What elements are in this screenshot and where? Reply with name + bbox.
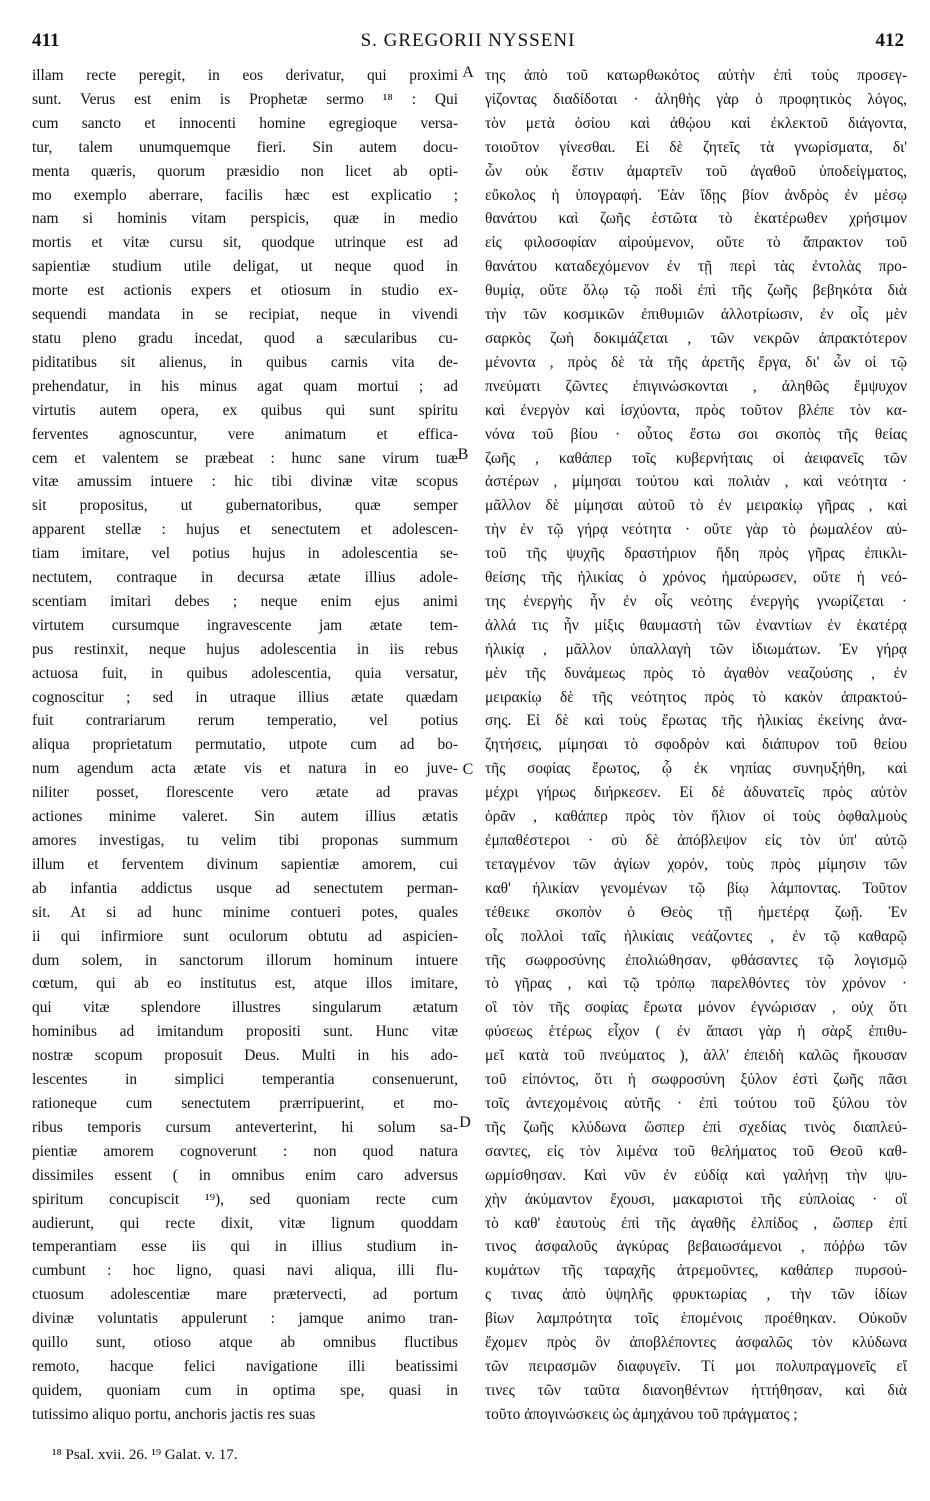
margin-marker-b: B (457, 446, 469, 463)
text-line: χὴν ἀκύμαντον ἔχουσι, μακαριστοὶ τῆς εὐπλοίας · οἳ (485, 1190, 907, 1208)
text-line: ωρμίσθησαν. Καὶ νῦν ἐν εὐδίᾳ καὶ γαλήνῃ τὴν ψυ- (485, 1166, 907, 1184)
text-line: μὲν τῆς δυνάμεως πρὸς τὸ ἀγαθὸν νεαζούσης , ἐν (485, 664, 907, 682)
text-line: apparent stellæ : hujus et senectutem et adolescen- (32, 521, 458, 539)
latin-column (32, 64, 458, 1434)
text-line: πνεύματι ζῶντες ἐπιγινώσκονται , ἀληθῶς ἔμψυχον (485, 377, 907, 395)
text-line: actiones minime valeret. Sin autem illius ætatis (32, 808, 458, 826)
text-line: illum et ferventem divinum sapientiæ amorem, cui (32, 855, 458, 873)
text-line: tur, talem unumquemque fieri. Sin autem docu- (32, 138, 458, 156)
text-line: remoto, hacque felici navigatione illi beatissimi (32, 1357, 458, 1375)
text-line: εὔκολος ἡ ὑπογραφή. Ἐὰν ἴδῃς βίον ἀνδρὸς ἐν μέσῳ (485, 186, 907, 204)
text-line: ὧν οὐκ ἔστιν ἁμαρτεῖν τοῦ ἀγαθοῦ ὑποδείγματος, (485, 162, 907, 180)
text-line: νόνα τοῦ βίου · οὗτος ἔστω σοι σκοπὸς τῆς θείας (485, 425, 907, 443)
text-line: sequendi mandata in se recipiat, neque in vivendi (32, 306, 458, 324)
text-line: τινες τῶν ταῦτα διανοηθέντων ἡττήθησαν, καὶ διὰ (485, 1381, 907, 1399)
text-line: τοιοῦτον γίνεσθαι. Εἰ δὲ ζητεῖς τὰ γνωρίσματα, δι' (485, 138, 907, 156)
text-line: της ἀπὸ τοῦ κατωρθωκότος αὐτὴν ἐπὶ τοὺς προσεγ- (485, 67, 907, 84)
text-line: ἡλικίᾳ , μᾶλλον ὑπαλλαγὴ τῶν ἰδιωμάτων. Ἐν γήρᾳ (485, 640, 907, 658)
text-line: morte est actionis expers et otiosum in studio ex- (32, 282, 458, 300)
text-line: quillo sunt, otioso atque ab omnibus fluctibus (32, 1334, 458, 1352)
margin-marker-d: D (459, 1114, 471, 1131)
text-line: τὸν μετὰ ὁσίου καὶ ἀθῴου καὶ ἐκλεκτοῦ διάγοντα, (485, 114, 907, 132)
text-line: ctuosum adolescentiæ mare prætervecti, ad portum (32, 1286, 458, 1304)
text-line: τοῖς ἀντεχομένοις αὐτῆς · ἐπὶ τούτου τοῦ ξύλου τὸν (485, 1094, 907, 1112)
text-line: φύσεως ἑτέρως εἶχον ( ἐν ἅπασι γὰρ ἡ σὰρξ ἐπιθυ- (485, 1023, 907, 1041)
text-line: dissimiles essent ( in omnibus enim caro adversus (32, 1166, 458, 1184)
text-line: nectutem, contraque in decursa ætate illius adole- (32, 569, 458, 587)
margin-marker-c: C (462, 761, 474, 778)
greek-column (485, 64, 907, 1434)
text-line: ἔχομεν πρὸς ὃν ἀποβλέποντες ἀσφαλῶς τὸν κλύδωνα (485, 1334, 907, 1352)
text-line: num agendum acta ætate vis et natura in eo juve- (32, 760, 458, 778)
text-line: lescentes in simplici temperantia consenuerunt, (32, 1071, 458, 1089)
text-line: ἀστέρων , μίμησαι τούτου καὶ πολιὰν , καὶ νεότητα · (485, 473, 907, 491)
text-line: pus restinxit, neque hujus adolescentia in iis rebus (32, 640, 458, 658)
text-line: mo exemplo aberrare, facilis hæc est explicatio ; (32, 186, 458, 204)
text-line: σαντες, εἰς τὸν λιμένα τοῦ θελήματος τοῦ Θεοῦ καθ- (485, 1142, 907, 1160)
text-line: ς τινας ἀπὸ ὑψηλῆς φρυκτωρίας , τὴν τῶν ἰδίων (485, 1286, 907, 1304)
running-title: S. GREGORII NYSSENI (360, 30, 576, 51)
text-line: statu pleno gradu incedat, quod a sæcularibus cu- (32, 329, 458, 347)
text-line: nam si hominis vitam perspicis, quæ in medio (32, 210, 458, 228)
text-line: τέθεικε σκοπὸν ὁ Θεὸς τῇ ἡμετέρᾳ ζωῇ. Ἐν (485, 903, 907, 921)
text-line: τοῦ εἰπόντος, ὅτι ἡ σωφροσύνη ξύλον ἐστὶ ζωῆς πᾶσι (485, 1071, 907, 1089)
text-line: τινος ἀσφαλοῦς ἀγκύρας βεβαιωσάμενοι , πόῤῥω τῶν (485, 1238, 907, 1256)
text-line: τὴν ἐν τῷ γήρᾳ νεότητα · οὔτε γὰρ τὸ ῥωμαλέον αὐ- (485, 521, 907, 539)
text-line: τῆς σοφίας ἔρωτος, ᾧ ἐκ νηπίας συνηυξήθη, καὶ (485, 760, 907, 778)
text-line: τοῦ τῆς ψυχῆς δραστήριον ἤδη πρὸς γῆρας ἐπικλι- (485, 545, 907, 563)
text-line: ὁρᾶν , καθάπερ πρὸς τὸν ἥλιον οἱ τοὺς ὀφθαλμοὺς (485, 808, 907, 826)
text-line: vitæ amussim intuere : hic tibi divinæ vitæ scopus (32, 473, 458, 491)
text-line: temperantiam esse iis qui in illius studium in- (32, 1238, 458, 1256)
text-line: divinæ voluntatis appulerunt : jamque animo tran- (32, 1310, 458, 1328)
text-line: σης. Εἰ δὲ καὶ τοὺς ἔρωτας τῆς ἡλικίας ἐκείνης ἀνα- (485, 712, 907, 730)
text-line: τὸ καθ' ἑαυτοὺς ἐπὶ τῆς ἀγαθῆς ἐλπίδος , ὥσπερ ἐπί (485, 1214, 907, 1232)
text-line: τῶν πειρασμῶν διαφυγεῖν. Τί μοι πολυπραγμονεῖς εἴ (485, 1357, 907, 1375)
text-line: μέχρι γήρως διήρκεσεν. Εἰ δὲ ἀδυνατεῖς πρὸς αὐτὸν (485, 784, 907, 802)
text-line: niliter posset, florescente vero ætate ad pravas (32, 784, 458, 802)
text-line: pientiæ amorem cognoverunt : non quod natura (32, 1142, 458, 1160)
text-line: nostræ scopum proposuit Deus. Multi in his ado- (32, 1047, 458, 1065)
text-line: virtutem cursumque ingravescente jam ætate tem- (32, 616, 458, 634)
text-line: οἳ τὸν τῆς σοφίας ἔρωτα μόνον ἐγνώρισαν , οὐχ ὅτι (485, 999, 907, 1017)
text-line: cum sancto et innocenti homine egregioque versa- (32, 114, 458, 132)
text-line: actuosa fuit, in quibus adolescentia, quia versatur, (32, 664, 458, 682)
text-line: sapientiæ studium utile deligat, ut neque quod in (32, 258, 458, 276)
text-line: cognoscitur ; sed in utraque illius ætate quædam (32, 688, 458, 706)
text-line: sit propositus, ut gubernatoribus, quæ semper (32, 497, 458, 515)
text-line: hominibus ad imitandum propositi sunt. Hunc vitæ (32, 1023, 458, 1041)
text-line: sunt. Verus est enim is Prophetæ sermo ¹⁸ : Qui (32, 90, 458, 108)
text-line: ferventes agnoscuntur, vere animatum et effica- (32, 425, 458, 443)
text-line: sit. At si ad hunc minime contueri potes, quales (32, 903, 458, 921)
text-line: amores investigas, tu velim tibi proponas summum (32, 832, 458, 849)
text-line: τὸ γῆρας , καὶ τῷ τρόπῳ παρελθόντες τὸν χρόνον · (485, 975, 907, 993)
text-line: cumbunt : hoc ligno, quasi navi aliqua, illi flu- (32, 1262, 458, 1280)
text-line: καθ' ἡλικίαν γενομένων τῷ βίῳ λάμποντας. Τοῦτον (485, 879, 907, 897)
text-line: οἷς πολλοὶ ταῖς ἡλικίαις νεάζοντες , ἐν τῷ καθαρῷ (485, 927, 907, 945)
text-line: ribus temporis cursum anteverterint, hi solum sa- (32, 1118, 458, 1136)
text-line: θείσης τῆς ἡλικίας ὁ χρόνος ἠμαύρωσεν, οὔτε ἡ νεό- (485, 569, 907, 587)
text-line: σαρκὸς ζωὴ δοκιμάζεται , τῶν νεκρῶν ἀπρακτότερον (485, 329, 907, 347)
text-line: ἀλλά τις ἦν μίξις θαυμαστὴ τῶν ἐναντίων ἐν ἑκατέρᾳ (485, 616, 907, 634)
text-line: piditatibus sit alienus, in quibus carnis vita de- (32, 353, 458, 371)
margin-marker-a: A (462, 64, 474, 81)
text-line: ii qui infirmiore sunt oculorum obtutu ad aspicien- (32, 927, 458, 945)
page-header (32, 30, 904, 56)
text-line: illam recte peregit, in eos derivatur, qui proximi (32, 67, 458, 84)
text-line: καὶ ἐνεργὸν καὶ ἰσχύοντα, πρὸς τοῦτον βλέπε τὸν κα- (485, 401, 907, 419)
text-line: menta quæris, quorum præsidio non licet ab opti- (32, 162, 458, 180)
text-line: γίζοντας διαδίδοται · ἀληθὴς γὰρ ὁ προφητικὸς λόγος, (485, 90, 907, 108)
text-line: μειρακίῳ δὲ τῆς νεότητος πρὸς τὸ κακὸν ἀπρακτού- (485, 688, 907, 706)
footnotes: ¹⁸ Psal. xvii. 26. ¹⁹ Galat. v. 17. (52, 1447, 238, 1463)
text-line: spiritum concupiscit ¹⁹), sed quoniam recte cum (32, 1190, 458, 1208)
text-line: fuit contrariarum rerum temperatio, vel potius (32, 712, 458, 730)
text-line: cœtum, qui ab eo institutus est, atque illos imitare, (32, 975, 458, 993)
text-line: quidem, quoniam cum in optima spe, quasi in (32, 1381, 458, 1399)
text-line: ἐμπαθέστεροι · σὺ δὲ ἀπόβλεψον εἰς τὸν ὑπ' αὐτῷ (485, 832, 907, 849)
text-line: της ἐνεργὴς ἦν ἐν οἷς νεότης ἐνεργὴς γνωρίζεται · (485, 592, 907, 610)
page-number-left: 411 (32, 30, 60, 51)
text-line: μεῖ κατὰ τοῦ πνεύματος ), ἀλλ' ἐπειδὴ καλῶς ἤκουσαν (485, 1047, 907, 1065)
text-line: μᾶλλον δὲ μίμησαι αὐτοῦ τὸ ἐν μειρακίῳ γῆρας , καὶ (485, 497, 907, 515)
text-line: prehendatur, in his minus agat quam mortui ; ad (32, 377, 458, 395)
text-line: τεταγμένον τῶν ἁγίων χορόν, τοὺς πρὸς μίμησιν τῶν (485, 855, 907, 873)
text-line: scentiam imitari debes ; neque enim ejus animi (32, 592, 458, 610)
text-line: τὴν τῶν κοσμικῶν ἐπιθυμιῶν ἀλλοτρίωσιν, ἐν οἷς μὲν (485, 306, 907, 324)
text-line: μένοντα , πρὸς δὲ τὰ τῆς ἀρετῆς ἔργα, δι' ὧν οἱ τῷ (485, 353, 907, 371)
text-line: tutissimo aliquo portu, anchoris jactis res suas (32, 1405, 316, 1423)
text-line: εἰς φιλοσοφίαν αἱρούμενον, οὔτε τὸ ἄπρακτον τοῦ (485, 234, 907, 252)
text-line: audierunt, qui recte dixit, vitæ lignum quoddam (32, 1214, 458, 1232)
text-line: τῆς σωφροσύνης ἐπολιώθησαν, φθάσαντες τῷ λογισμῷ (485, 951, 907, 969)
text-line: θανάτου καταδεχόμενον ἐν τῇ περὶ τὰς ἐντολὰς προ- (485, 258, 907, 276)
text-line: qui vitæ splendore illustres singularum ætatum (32, 999, 458, 1017)
text-line: ab infantia addictus usque ad senectutem perman- (32, 879, 458, 897)
text-line: dum solem, in sanctorum illorum hominum intuere (32, 951, 458, 969)
text-line: mortis et vitæ cursu sit, quodque utrinque est ad (32, 234, 458, 252)
text-line: ζητήσεις, μίμησαι τὸ σφοδρὸν καὶ διάπυρον τοῦ θείου (485, 736, 907, 754)
text-line: τῆς ζωῆς κλύδωνα ὥσπερ ἐπὶ σχεδίας τινὸς διαπλεύ- (485, 1118, 907, 1136)
text-line: θανάτου καὶ ζωῆς ἑστῶτα τὸ ἑκατέρωθεν χρήσιμον (485, 210, 907, 228)
text-line: tiam imitare, vel potius hujus in adolescentia se- (32, 545, 458, 563)
text-line: κυμάτων τῆς ταραχῆς ἀτρεμοῦντες, καθάπερ πυρσού- (485, 1262, 907, 1280)
text-line: θυμίᾳ, οὔτε ὅλῳ τῷ ποδὶ ἐπὶ τῆς ζωῆς βεβηκότα διὰ (485, 282, 907, 300)
text-line: βίων λαμπρότητα τοῖς ἑπομένοις προέθηκαν. Οὐκοῦν (485, 1310, 907, 1328)
text-line: ζωῆς , καθάπερ τοῖς κυβερνήταις οἱ ἀειφανεῖς τῶν (485, 449, 907, 467)
text-line: aliqua proprietatum permutatio, utpote cum ad bo- (32, 736, 458, 754)
text-line: τοῦτο ἀπογινώσκεις ὡς ἀμηχάνου τοῦ πράγματος ; (485, 1405, 798, 1423)
text-line: rationeque cum senectutem prærripuerint, et mo- (32, 1094, 458, 1112)
text-line: cem et valentem se præbeat : hunc sane virum tuæ (32, 449, 458, 467)
text-line: virtutis autem opera, ex quibus qui sunt spiritu (32, 401, 458, 419)
page-number-right: 412 (875, 30, 904, 51)
